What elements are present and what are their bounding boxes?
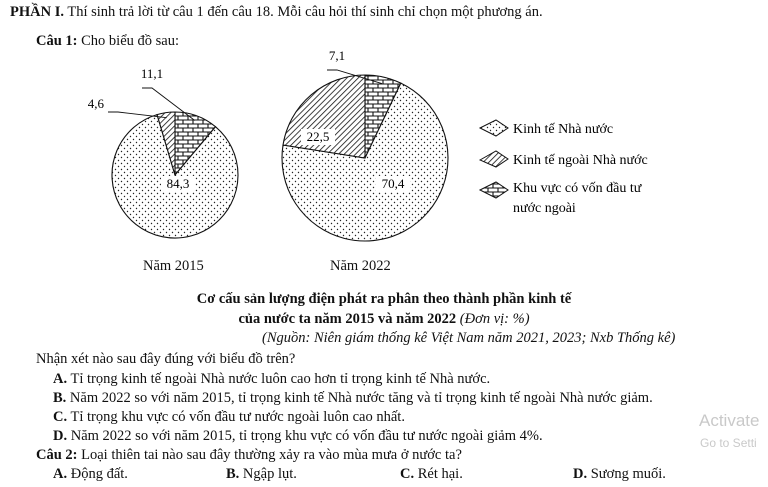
legend-label-fdi-line1: Khu vực có vốn đầu tư: [513, 181, 642, 196]
q2-option-c[interactable]: [400, 466, 463, 483]
question-1-prompt: Cho biểu đồ sau:: [81, 33, 179, 49]
q2-option-c-letter: C.: [400, 466, 415, 482]
chart-title-line2: của nước ta năm 2015 và năm 2022: [238, 311, 457, 327]
part-label: PHẦN I.: [10, 4, 64, 20]
part-instruction: Thí sinh trả lời từ câu 1 đến câu 18. Mỗi câu hỏi thí sinh chỉ chọn một phương án.: [67, 4, 543, 20]
q1-option-d-letter: D.: [53, 428, 68, 444]
q1-option-a-letter: A.: [53, 371, 68, 387]
watermark-activate: Activate: [699, 411, 760, 430]
q1-option-c-text: Tỉ trọng khu vực có vốn đầu tư nước ngoài luôn cao nhất.: [70, 409, 405, 425]
pie-1-slice-nonstate: [283, 75, 365, 158]
year-label-2015: Năm 2015: [143, 258, 204, 274]
pie-0-label-fdi: 11,1: [140, 66, 164, 81]
chart-source: (Nguồn: Niên giám thống kê Việt Nam năm 2021, 2023; Nxb Thống kê): [262, 330, 676, 346]
q2-option-c-text: Rét hại.: [417, 466, 463, 482]
q1-option-c-letter: C.: [53, 409, 68, 425]
q2-option-a-letter: A.: [53, 466, 68, 482]
question-2-header: [36, 447, 462, 464]
question-1-label: Câu 1:: [36, 33, 78, 49]
watermark-settings: Go to Setti: [700, 436, 757, 450]
q1-option-a-text: Tỉ trọng kinh tế ngoài Nhà nước luôn cao hơn tỉ trọng kinh tế Nhà nước.: [70, 371, 491, 387]
q1-option-b[interactable]: [53, 390, 653, 407]
pie-0-label-nonstate: 4,6: [87, 96, 104, 111]
question-2-prompt: Loại thiên tai nào sau đây thường xảy ra vào mùa mưa ở nước ta?: [81, 447, 462, 463]
legend-label-nonstate: Kinh tế ngoài Nhà nước: [513, 153, 648, 168]
q2-option-b[interactable]: [226, 466, 297, 483]
chart-legend: [480, 120, 648, 216]
q1-option-c[interactable]: [53, 409, 405, 426]
q2-option-d-text: Sương muối.: [590, 466, 666, 482]
year-label-2022: Năm 2022: [330, 258, 391, 274]
q2-option-a-text: Động đất.: [70, 466, 128, 482]
legend-swatch-hatch: [480, 151, 508, 167]
legend-item-fdi: [480, 181, 642, 216]
q1-option-b-letter: B.: [53, 390, 67, 406]
q2-option-d-letter: D.: [573, 466, 588, 482]
pie-1-label-state: 70,4: [381, 176, 405, 191]
chart-title-line2-wrap: [0, 311, 768, 328]
q1-option-a[interactable]: [53, 371, 490, 388]
legend-label-state: Kinh tế Nhà nước: [513, 122, 614, 137]
pie-0-label-state: 84,3: [166, 176, 190, 191]
question-2-label: Câu 2:: [36, 447, 78, 463]
legend-item-nonstate: [480, 151, 648, 168]
q2-option-b-text: Ngập lụt.: [242, 466, 297, 482]
q2-option-a[interactable]: [53, 466, 128, 483]
question-1-text: Nhận xét nào sau đây đúng với biểu đồ trên?: [36, 351, 296, 367]
legend-label-fdi-line2: nước ngoài: [513, 201, 576, 216]
legend-item-state: [480, 120, 613, 137]
legend-swatch-dots: [480, 120, 508, 136]
legend-swatch-brick: [480, 182, 508, 198]
chart-unit: (Đơn vị: %): [459, 311, 530, 327]
q2-option-b-letter: B.: [226, 466, 240, 482]
q1-option-d[interactable]: [53, 428, 543, 445]
q1-option-b-text: Năm 2022 so với năm 2015, tỉ trọng kinh tế Nhà nước tăng và tỉ trọng kinh tế ngoài Nhà nước giảm.: [69, 390, 653, 406]
q2-option-d[interactable]: [573, 466, 666, 483]
chart-title-line1: Cơ cấu sản lượng điện phát ra phân theo thành phần kinh tế: [196, 291, 572, 307]
pie-1-label-nonstate: 22,5: [306, 129, 330, 144]
q1-option-d-text: Năm 2022 so với năm 2015, tỉ trọng khu vực có vốn đầu tư nước ngoài giảm 4%.: [70, 428, 543, 444]
pie-1-label-fdi: 7,1: [328, 48, 346, 63]
